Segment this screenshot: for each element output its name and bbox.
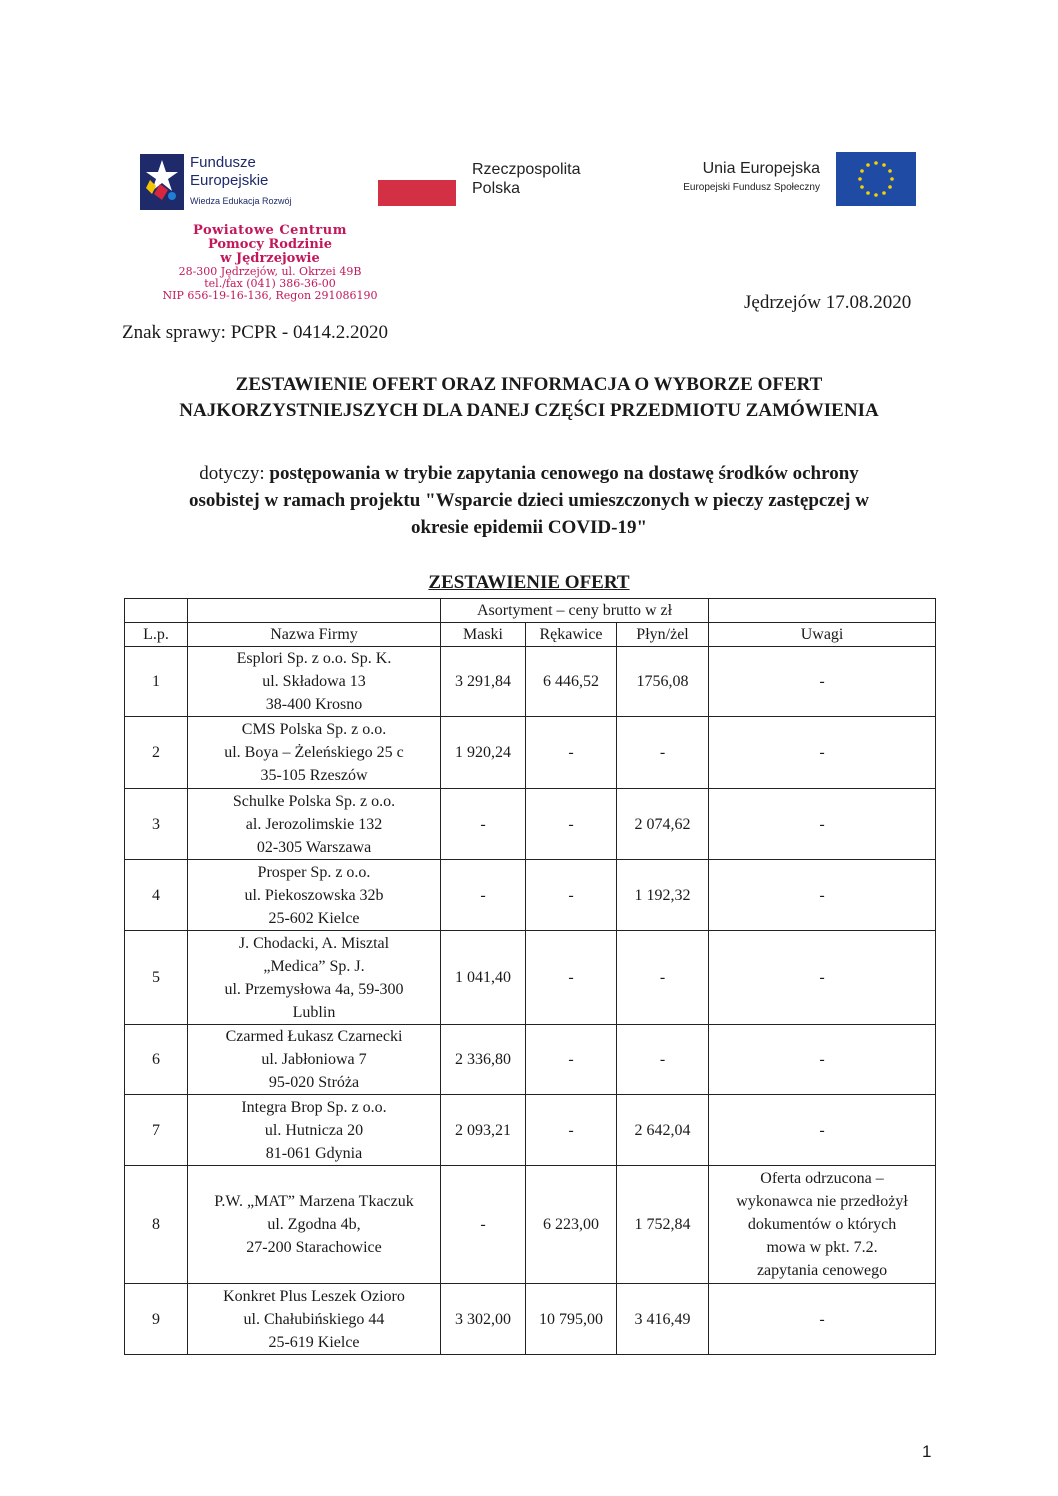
cell-company-line: 02-305 Warszawa [256, 838, 372, 856]
cell-rekawice: - [526, 717, 617, 789]
cell-uwagi-line: zapytania cenowego [756, 1262, 888, 1279]
header-name: Nazwa Firmy [188, 623, 441, 647]
cell-plyn: 2 074,62 [617, 789, 709, 860]
cell-rekawice: 6 223,00 [526, 1166, 617, 1284]
cell-uwagi [709, 789, 936, 860]
cell-company-line: J. Chodacki, A. Misztal [238, 934, 390, 952]
subject-line2: osobistej w ramach projektu "Wsparcie dzieci umieszczonych w pieczy zastępczej w [189, 490, 869, 511]
cell-company-line: Esplori Sp. z o.o. Sp. K. [236, 650, 392, 667]
cell-company-line: ul. Przemysłowa 4a, 59-300 [224, 980, 404, 998]
cell-company-line: P.W. „MAT” Marzena Tkaczuk [214, 1193, 414, 1210]
subject-line3: okresie epidemii COVID-19" [410, 517, 648, 538]
table-row [125, 1166, 936, 1284]
cell-plyn: 3 416,49 [617, 1284, 709, 1355]
cell-plyn: - [617, 931, 709, 1025]
table-row [125, 789, 936, 860]
header-uwagi: Uwagi [709, 623, 936, 647]
cell-maski: 2 093,21 [441, 1095, 526, 1166]
eu-flag-icon [836, 152, 916, 206]
cell-uwagi-line: - [819, 1310, 825, 1328]
institution-stamp [130, 224, 410, 302]
stamp-line3: w Jędrzejowie [220, 251, 320, 266]
cell-company [188, 647, 441, 717]
title-line2: NAJKORZYSTNIEJSZYCH DLA DANEJ CZĘŚCI PRZEDMIOTU ZAMÓWIENIA [179, 400, 879, 421]
cell-lp: 4 [125, 860, 188, 931]
cell-uwagi-line: - [819, 673, 825, 690]
cell-rekawice: - [526, 789, 617, 860]
cell-rekawice: - [526, 931, 617, 1025]
cell-company-line: 35-105 Rzeszów [260, 767, 368, 784]
reference-number: Znak sprawy: PCPR - 0414.2.2020 [122, 322, 388, 343]
cell-lp: 2 [125, 717, 188, 789]
cell-lp: 9 [125, 1284, 188, 1355]
header-plyn: Płyn/żel [617, 623, 709, 647]
cell-plyn: 1756,08 [617, 647, 709, 717]
stamp-line4: 28-300 Jędrzejów, ul. Okrzei 49B [178, 265, 362, 278]
unia-europejska-text [640, 160, 820, 193]
cell-maski: 3 291,84 [441, 647, 526, 717]
cell-rekawice: - [526, 1025, 617, 1095]
cell-company-line: 95-020 Stróża [268, 1074, 360, 1091]
cell-company [188, 717, 441, 789]
cell-lp: 1 [125, 647, 188, 717]
cell-uwagi-line: mowa w pkt. 7.2. [766, 1239, 878, 1256]
table-row [125, 647, 936, 717]
cell-company-line: ul. Piekoszowska 32b [244, 886, 384, 904]
cell-plyn: - [617, 717, 709, 789]
header-maski: Maski [441, 623, 526, 647]
stamp-line6: NIP 656-19-16-136, Regon 291086190 [162, 289, 378, 302]
cell-company-line: Prosper Sp. z o.o. [257, 863, 371, 881]
cell-company-line: Konkret Plus Leszek Ozioro [223, 1287, 405, 1305]
cell-uwagi-line: - [819, 969, 825, 986]
cell-company-line: 25-619 Kielce [268, 1333, 360, 1351]
cell-maski: - [441, 789, 526, 860]
cell-uwagi [709, 1284, 936, 1355]
cell-rekawice: - [526, 860, 617, 931]
cell-company-line: al. Jerozolimskie 132 [245, 815, 383, 833]
cell-company-line: ul. Chałubińskiego 44 [243, 1310, 385, 1328]
cell-rekawice: 10 795,00 [526, 1284, 617, 1355]
stamp-line2: Pomocy Rodzinie [207, 237, 333, 252]
cell-uwagi-line: wykonawca nie przedłożył [736, 1193, 908, 1210]
subject-paragraph [110, 460, 948, 541]
fundusze-europejskie-text [190, 154, 292, 210]
cell-uwagi-line: - [819, 1051, 825, 1068]
cell-plyn: 2 642,04 [617, 1095, 709, 1166]
subject-prefix: dotyczy: [199, 463, 270, 484]
polska-line1: Rzeczpospolita [472, 161, 581, 178]
ue-line2: Europejski Fundusz Społeczny [683, 182, 820, 193]
cell-uwagi-line: - [819, 744, 825, 761]
cell-company-line: ul. Boya – Żeleńskiego 25 c [224, 744, 404, 761]
cell-company-line: Czarmed Łukasz Czarnecki [225, 1028, 403, 1045]
cell-company-line: ul. Jabłoniowa 7 [261, 1051, 367, 1068]
table-row [125, 1284, 936, 1355]
subject-line1: postępowania w trybie zapytania cenowego na dostawę środków ochrony [269, 463, 859, 484]
header-empty-uwagi [709, 599, 936, 623]
cell-plyn: 1 752,84 [617, 1166, 709, 1284]
cell-maski: 3 302,00 [441, 1284, 526, 1355]
cell-company-line: ul. Składowa 13 [262, 673, 366, 690]
table-row [125, 717, 936, 789]
cell-company-line: Lublin [292, 1003, 336, 1021]
cell-maski: - [441, 860, 526, 931]
polska-line2: Polska [472, 180, 521, 197]
table-row [125, 1025, 936, 1095]
document-date: Jędrzejów 17.08.2020 [744, 292, 912, 313]
cell-company [188, 931, 441, 1025]
cell-maski: - [441, 1166, 526, 1284]
cell-plyn: 1 192,32 [617, 860, 709, 931]
cell-lp: 3 [125, 789, 188, 860]
cell-uwagi [709, 717, 936, 789]
cell-lp: 8 [125, 1166, 188, 1284]
header-lp: L.p. [125, 623, 188, 647]
cell-rekawice: - [526, 1095, 617, 1166]
table-title: ZESTAWIENIE OFERT [428, 572, 630, 593]
cell-uwagi [709, 860, 936, 931]
rzeczpospolita-text [472, 160, 581, 198]
cell-uwagi-line: - [819, 815, 825, 833]
cell-uwagi [709, 1166, 936, 1284]
cell-company-line: ul. Zgodna 4b, [267, 1216, 361, 1233]
cell-rekawice: 6 446,52 [526, 647, 617, 717]
ue-line1: Unia Europejska [702, 160, 820, 177]
cell-maski: 1 920,24 [441, 717, 526, 789]
cell-company-line: „Medica” Sp. J. [263, 957, 365, 975]
stamp-line5: tel./fax (041) 386-36-00 [204, 277, 336, 290]
cell-uwagi-line: dokumentów o których [747, 1216, 897, 1233]
cell-uwagi [709, 1095, 936, 1166]
header-empty-name [188, 599, 441, 623]
cell-plyn: - [617, 1025, 709, 1095]
document-title [100, 372, 958, 424]
cell-maski: 2 336,80 [441, 1025, 526, 1095]
cell-company-line: 38-400 Krosno [265, 696, 363, 713]
cell-lp: 5 [125, 931, 188, 1025]
fundusze-line3: Wiedza Edukacja Rozwój [190, 196, 292, 206]
cell-uwagi-line: - [819, 886, 825, 904]
cell-company-line: CMS Polska Sp. z o.o. [241, 721, 387, 738]
cell-company [188, 789, 441, 860]
cell-company [188, 1284, 441, 1355]
cell-company-line: 81-061 Gdynia [265, 1144, 363, 1162]
stamp-line1: Powiatowe Centrum [193, 223, 347, 238]
cell-uwagi [709, 931, 936, 1025]
title-line1: ZESTAWIENIE OFERT ORAZ INFORMACJA O WYBORZE OFERT [235, 374, 823, 395]
cell-uwagi-line: - [819, 1121, 825, 1139]
cell-maski: 1 041,40 [441, 931, 526, 1025]
table-row [125, 860, 936, 931]
cell-company-line: 27-200 Starachowice [246, 1239, 382, 1256]
cell-company-line: 25-602 Kielce [268, 909, 360, 927]
table-row [125, 1095, 936, 1166]
cell-company [188, 1025, 441, 1095]
cell-uwagi [709, 647, 936, 717]
page-number: 1 [922, 1442, 932, 1461]
offers-table [124, 598, 936, 1355]
cell-company [188, 860, 441, 931]
cell-uwagi-line: Oferta odrzucona – [760, 1170, 884, 1187]
table-row [125, 931, 936, 1025]
header-empty-lp [125, 599, 188, 623]
fundusze-line1: Fundusze [190, 154, 256, 171]
cell-company [188, 1166, 441, 1284]
polish-flag-icon [378, 180, 456, 206]
cell-company [188, 1095, 441, 1166]
cell-company-line: Integra Brop Sp. z o.o. [241, 1098, 387, 1116]
cell-company-line: ul. Hutnicza 20 [264, 1121, 364, 1139]
cell-lp: 7 [125, 1095, 188, 1166]
header-group-assortment: Asortyment – ceny brutto w zł [441, 599, 709, 623]
header-rekawice: Rękawice [526, 623, 617, 647]
fundusze-line2: Europejskie [190, 172, 269, 189]
cell-lp: 6 [125, 1025, 188, 1095]
cell-uwagi [709, 1025, 936, 1095]
cell-company-line: Schulke Polska Sp. z o.o. [232, 792, 396, 810]
